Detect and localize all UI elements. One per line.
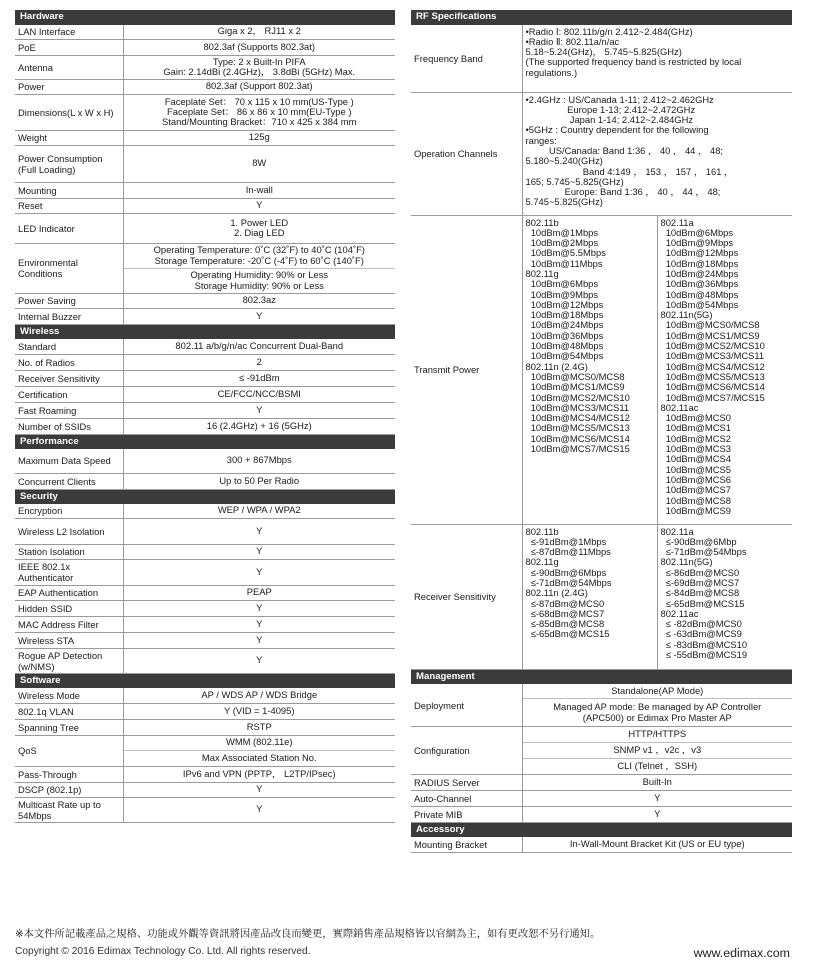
row-value-text: Y [256, 803, 263, 815]
row-maximum-data-speed [15, 448, 395, 473]
row-value [123, 687, 395, 703]
row-value [522, 759, 792, 775]
row-value [123, 448, 395, 473]
row-value-text: RSTP [246, 720, 272, 732]
row-transmit-power [411, 215, 792, 524]
row-label: Receiver Sensitivity [411, 524, 522, 669]
row-value-text: 2 [256, 355, 262, 367]
row-value-text: 125g [248, 131, 270, 143]
row-value-text: Y [256, 199, 263, 211]
row-label: Wireless Mode [15, 687, 123, 703]
row-802-1q-vlan [15, 703, 395, 719]
section-header-management [411, 670, 792, 684]
row-label: Antenna [15, 55, 123, 79]
row-label: Standard [15, 338, 123, 354]
row-label: Wireless STA [15, 632, 123, 648]
transmit-power-5g-text: 802.11a 10dBm@6Mbps 10dBm@9Mbps 10dBm@12Mbps 10dBm@18Mbps 10dBm@24Mbps 10dBm@36Mbps 10dBm@48Mbps 10dBm@54Mbps 802.11n(5G) 10dBm@MCS0/MCS8 10dBm@MCS1/MCS9 10dBm@MCS2/MCS10 10dBm@MCS3/MCS11 10dBm@MCS4/MCS12 10dBm@MCS5/MCS13 10dBm@MCS6/MCS14 10dBm@MCS7/MCS15 802.11ac 10dBm@MCS0 10dBm@MCS1 10dBm@MCS2 10dBm@MCS3 10dBm@MCS4 10dBm@MCS5 10dBm@MCS6 10dBm@MCS7 10dBm@MCS8 10dBm@MCS9 [660, 216, 765, 516]
receiver-sensitivity-2g-text: 802.11b ≤-91dBm@1Mbps ≤-87dBm@11Mbps 802.11g ≤-90dBm@6Mbps ≤-71dBm@54Mbps 802.11n (2.4G) ≤-87dBm@MCS0 ≤-68dBm@MCS7 ≤-85dBm@MCS8 ≤-65dBm@MCS15 [525, 525, 612, 640]
row-value [522, 807, 792, 823]
section-header-label: Performance [15, 434, 395, 448]
row-label: Certification [15, 386, 123, 402]
row-label: Reset [15, 198, 123, 213]
row-label: IEEE 802.1x Authenticator [15, 559, 123, 585]
row-qos [15, 735, 395, 750]
section-header-label: RF Specifications [411, 10, 792, 24]
row-label: Power [15, 79, 123, 94]
section-header-label: Software [15, 673, 395, 687]
row-receiver-sensitivity [411, 524, 792, 669]
row-label: Station Isolation [15, 544, 123, 559]
row-rogue-ap-detection-w-nms [15, 648, 395, 673]
row-value [123, 386, 395, 402]
row-value-text: Y [256, 524, 263, 536]
row-value-text: 802.11 a/b/g/n/ac Concurrent Dual-Band [175, 339, 344, 351]
row-value-text: Faceplate Set： 70 x 115 x 10 mm(US-Type ) Faceplate Set： 86 x 86 x 10 mm(EU-Type ) Stand/Mounting Bracket：710 x 425 x 384 mm [162, 95, 357, 128]
row-private-mib [411, 807, 792, 823]
row-value [123, 79, 395, 94]
row-label: QoS [15, 735, 123, 766]
row-value-text: In-Wall-Mount Bracket Kit (US or EU type) [569, 838, 745, 850]
row-value [522, 775, 792, 791]
row-value [123, 719, 395, 735]
row-frequency-band [411, 24, 792, 92]
row-led-indicator [15, 213, 395, 243]
row-label: Weight [15, 130, 123, 145]
row-label: MAC Address Filter [15, 616, 123, 632]
row-value-text: 1. Power LED 2. Diag LED [230, 216, 289, 238]
frequency-band-text: •Radio Ⅰ: 802.11b/g/n 2.412~2.484(GHz) •Radio Ⅱ: 802.11a/n/ac 5.18~5.24(GHz)， 5.745~5.825(GHz) (The supported frequency band is restricted by local regulations.) [525, 25, 742, 78]
row-value [123, 473, 395, 489]
copyright: Copyright © 2016 Edimax Technology Co. Ltd. All rights reserved. [15, 946, 311, 957]
row-value-text: Managed AP mode: Be managed by AP Controller (APC500) or Edimax Pro Master AP [553, 701, 762, 723]
row-label: Transmit Power [411, 215, 522, 524]
row-label: LAN Interface [15, 24, 123, 39]
row-value [123, 797, 395, 822]
row-value-text: Max Associated Station No. [201, 751, 317, 763]
row-standard [15, 338, 395, 354]
row-value [522, 791, 792, 807]
row-value [123, 370, 395, 386]
row-dimensions-l-x-w-x-h [15, 94, 395, 130]
receiver-sensitivity-5g [657, 524, 792, 669]
row-value-text: Giga x 2， RJ11 x 2 [217, 25, 301, 37]
row-label: No. of Radios [15, 354, 123, 370]
row-value-text: PEAP [246, 586, 272, 598]
section-header-rf [411, 10, 792, 24]
row-value-text: Y [654, 808, 661, 820]
row-fast-roaming [15, 402, 395, 418]
row-label: Frequency Band [411, 24, 522, 92]
row-label: Encryption [15, 503, 123, 518]
row-value-text: 16 (2.4GHz) + 16 (5GHz) [206, 419, 312, 431]
row-value [123, 308, 395, 324]
row-label: Concurrent Clients [15, 473, 123, 489]
row-value [123, 268, 395, 293]
row-value [123, 735, 395, 750]
row-receiver-sensitivity [15, 370, 395, 386]
row-value-text: CLI (Telnet ，SSH) [617, 760, 698, 772]
row-power-consumption-full-loading [15, 145, 395, 182]
row-label: EAP Authentication [15, 585, 123, 600]
row-label: Deployment [411, 684, 522, 727]
row-value-text: 8W [252, 157, 267, 169]
row-value [123, 243, 395, 268]
row-value-text: Y [256, 565, 263, 577]
left-spec-column [15, 10, 395, 823]
row-value [123, 198, 395, 213]
row-value-text: 802.3af (Supports 802.3at) [203, 40, 316, 52]
left-spec-table [15, 10, 395, 823]
row-pass-through [15, 766, 395, 782]
row-value [123, 616, 395, 632]
row-value-text: Y (VID = 1-4095) [224, 704, 295, 716]
row-value-text: 300 + 867Mbps [226, 454, 292, 466]
row-spanning-tree [15, 719, 395, 735]
row-antenna [15, 55, 395, 79]
row-value-text: Y [256, 783, 263, 795]
row-label: Environmental Conditions [15, 243, 123, 293]
row-lan-interface [15, 24, 395, 39]
row-value [123, 94, 395, 130]
row-mounting-bracket [411, 837, 792, 853]
row-label: Private MIB [411, 807, 522, 823]
row-value-text: AP / WDS AP / WDS Bridge [201, 688, 318, 700]
transmit-power-5g [657, 215, 792, 524]
row-value [123, 600, 395, 616]
row-label: Mounting Bracket [411, 837, 522, 853]
row-no-of-radios [15, 354, 395, 370]
row-label: Power Consumption (Full Loading) [15, 145, 123, 182]
row-value-text: Y [654, 792, 661, 804]
row-value [123, 39, 395, 55]
row-label: Spanning Tree [15, 719, 123, 735]
row-value [123, 559, 395, 585]
row-value-text: ≤ -91dBm [238, 371, 280, 383]
row-value [123, 213, 395, 243]
row-value [522, 24, 792, 92]
row-value [522, 743, 792, 759]
row-value-text: In-wall [245, 183, 273, 195]
row-value-text: Y [256, 633, 263, 645]
row-value [522, 92, 792, 215]
row-radius-server [411, 775, 792, 791]
row-value-text: HTTP/HTTPS [628, 728, 687, 740]
row-label: Rogue AP Detection (w/NMS) [15, 648, 123, 673]
section-header-wireless [15, 324, 395, 338]
row-value-text: WMM (802.11e) [225, 736, 293, 748]
row-wireless-mode [15, 687, 395, 703]
row-label: Configuration [411, 727, 522, 775]
row-value-text: IPv6 and VPN (PPTP， L2TP/IPsec) [182, 767, 336, 779]
row-label: Receiver Sensitivity [15, 370, 123, 386]
row-value [123, 703, 395, 719]
section-header-label: Accessory [411, 823, 792, 837]
row-value [123, 145, 395, 182]
section-header-accessory [411, 823, 792, 837]
row-value [123, 293, 395, 308]
operation-channels-text: •2.4GHz : US/Canada 1-11; 2.412~2.462GHz Europe 1-13; 2.412~2.472GHz Japan 1-14; 2.412~2.484GHz •5GHz : Country dependent for the following ranges: US/Canada: Band 1:36 ， 40 ， 44 ， 48; 5.180~5.240(GHz) Band 4:149 ， 153 ， 157 ， 161 ， 165; 5.745~5.825(GHz) Europe: Band 1:36 ， 40 ， 44 ， 48; 5.745~5.825(GHz) [525, 93, 734, 208]
row-label: Mounting [15, 182, 123, 198]
row-number-of-ssids [15, 418, 395, 434]
row-label: Multicast Rate up to 54Mbps [15, 797, 123, 822]
row-value [123, 632, 395, 648]
row-label: Hidden SSID [15, 600, 123, 616]
section-header-label: Hardware [15, 10, 395, 24]
row-poe [15, 39, 395, 55]
row-wireless-sta [15, 632, 395, 648]
row-value [123, 182, 395, 198]
row-value [123, 418, 395, 434]
row-label: Power Saving [15, 293, 123, 308]
row-wireless-l2-isolation [15, 518, 395, 544]
row-value [123, 766, 395, 782]
section-header-hardware [15, 10, 395, 24]
row-power-saving [15, 293, 395, 308]
row-label: Auto-Channel [411, 791, 522, 807]
row-label: 802.1q VLAN [15, 703, 123, 719]
row-value [123, 130, 395, 145]
row-value [522, 684, 792, 699]
row-weight [15, 130, 395, 145]
row-value-text: 802.3af (Support 802.3at) [205, 80, 313, 92]
receiver-sensitivity-2g [522, 524, 657, 669]
row-concurrent-clients [15, 473, 395, 489]
row-station-isolation [15, 544, 395, 559]
row-mounting [15, 182, 395, 198]
row-deployment [411, 684, 792, 699]
row-value [123, 648, 395, 673]
section-header-label: Security [15, 489, 395, 503]
row-label: DSCP (802.1p) [15, 782, 123, 797]
row-ieee-802-1x-authenticator [15, 559, 395, 585]
row-value [522, 837, 792, 853]
row-environmental-conditions [15, 243, 395, 268]
row-label: RADIUS Server [411, 775, 522, 791]
row-value [123, 503, 395, 518]
row-value [522, 727, 792, 743]
management-table [411, 670, 792, 854]
row-value-text: 802.3az [242, 294, 276, 306]
rf-spec-table [411, 10, 792, 670]
row-value [123, 585, 395, 600]
row-operation-channels [411, 92, 792, 215]
section-header-label: Wireless [15, 324, 395, 338]
row-label: Fast Roaming [15, 402, 123, 418]
section-header-software [15, 673, 395, 687]
row-reset [15, 198, 395, 213]
row-label: Maximum Data Speed [15, 448, 123, 473]
row-value-text: Type: 2 x Built-In PIFA Gain: 2.14dBi (2.4GHz)， 3.8dBi (5GHz) Max. [163, 55, 356, 77]
row-value-text: Y [256, 601, 263, 613]
row-value [522, 699, 792, 727]
row-label: Wireless L2 Isolation [15, 518, 123, 544]
row-value-text: CE/FCC/NCC/BSMI [217, 387, 301, 399]
row-label: Internal Buzzer [15, 308, 123, 324]
section-header-security [15, 489, 395, 503]
row-label: Operation Channels [411, 92, 522, 215]
row-value-text: Standalone(AP Mode) [611, 684, 704, 696]
row-value-text: Y [256, 617, 263, 629]
row-value-text: Operating Humidity: 90% or Less Storage Humidity: 90% or Less [190, 269, 329, 291]
receiver-sensitivity-5g-text: 802.11a ≤-90dBm@6Mbp ≤-71dBm@54Mbps 802.11n(5G) ≤-86dBm@MCS0 ≤-69dBm@MCS7 ≤-84dBm@MCS8 ≤-65dBm@MCS15 802.11ac ≤ -82dBm@MCS0 ≤ -63dBm@MCS9 ≤ -83dBm@MCS10 ≤ -55dBm@MCS19 [660, 525, 748, 661]
row-value [123, 338, 395, 354]
row-auto-channel [411, 791, 792, 807]
row-certification [15, 386, 395, 402]
row-value-text: Up to 50 Per Radio [219, 474, 300, 486]
row-multicast-rate-up-to-54mbps [15, 797, 395, 822]
row-encryption [15, 503, 395, 518]
row-power [15, 79, 395, 94]
row-value-text: WEP / WPA / WPA2 [217, 504, 301, 516]
row-value-text: Built-In [642, 776, 672, 788]
row-label: LED Indicator [15, 213, 123, 243]
row-value [123, 55, 395, 79]
row-value [123, 750, 395, 766]
row-value-text: Y [256, 403, 263, 415]
row-value [123, 544, 395, 559]
transmit-power-2g-text: 802.11b 10dBm@1Mbps 10dBm@2Mbps 10dBm@5.5Mbps 10dBm@11Mbps 802.11g 10dBm@6Mbps 10dBm@9Mbps 10dBm@12Mbps 10dBm@18Mbps 10dBm@24Mbps 10dBm@36Mbps 10dBm@48Mbps 10dBm@54Mbps 802.11n (2.4G) 10dBm@MCS0/MCS8 10dBm@MCS1/MCS9 10dBm@MCS2/MCS10 10dBm@MCS3/MCS11 10dBm@MCS4/MCS12 10dBm@MCS5/MCS13 10dBm@MCS6/MCS14 10dBm@MCS7/MCS15 [525, 216, 630, 455]
row-internal-buzzer [15, 308, 395, 324]
row-value [123, 354, 395, 370]
row-value-text: Operating Temperature: 0˚C (32˚F) to 40˚C (104˚F) Storage Temperature: -20˚C (-4˚F) to 60˚C (140˚F) [153, 244, 365, 266]
row-hidden-ssid [15, 600, 395, 616]
row-value-text: SNMP v1 ，v2c ，v3 [613, 744, 702, 756]
row-value [123, 518, 395, 544]
row-configuration [411, 727, 792, 743]
row-label: Dimensions(L x W x H) [15, 94, 123, 130]
row-label: PoE [15, 39, 123, 55]
row-value [123, 402, 395, 418]
row-value [123, 782, 395, 797]
right-spec-column [411, 10, 792, 853]
section-header-performance [15, 434, 395, 448]
transmit-power-2g [522, 215, 657, 524]
row-value-text: Y [256, 654, 263, 666]
row-eap-authentication [15, 585, 395, 600]
row-value [123, 24, 395, 39]
row-dscp-802-1p [15, 782, 395, 797]
row-value-text: Y [256, 545, 263, 557]
disclaimer: ※本文件所記載產品之規格、功能或外觀等資訊將因產品改良而變更，實際銷售產品規格皆以官網為主，如有更改恕不另行通知。 [15, 929, 601, 940]
section-header-label: Management [411, 670, 792, 684]
website-link[interactable]: www.edimax.com [693, 946, 790, 960]
row-label: Number of SSIDs [15, 418, 123, 434]
row-value-text: Y [256, 309, 263, 321]
row-label: Pass-Through [15, 766, 123, 782]
row-mac-address-filter [15, 616, 395, 632]
